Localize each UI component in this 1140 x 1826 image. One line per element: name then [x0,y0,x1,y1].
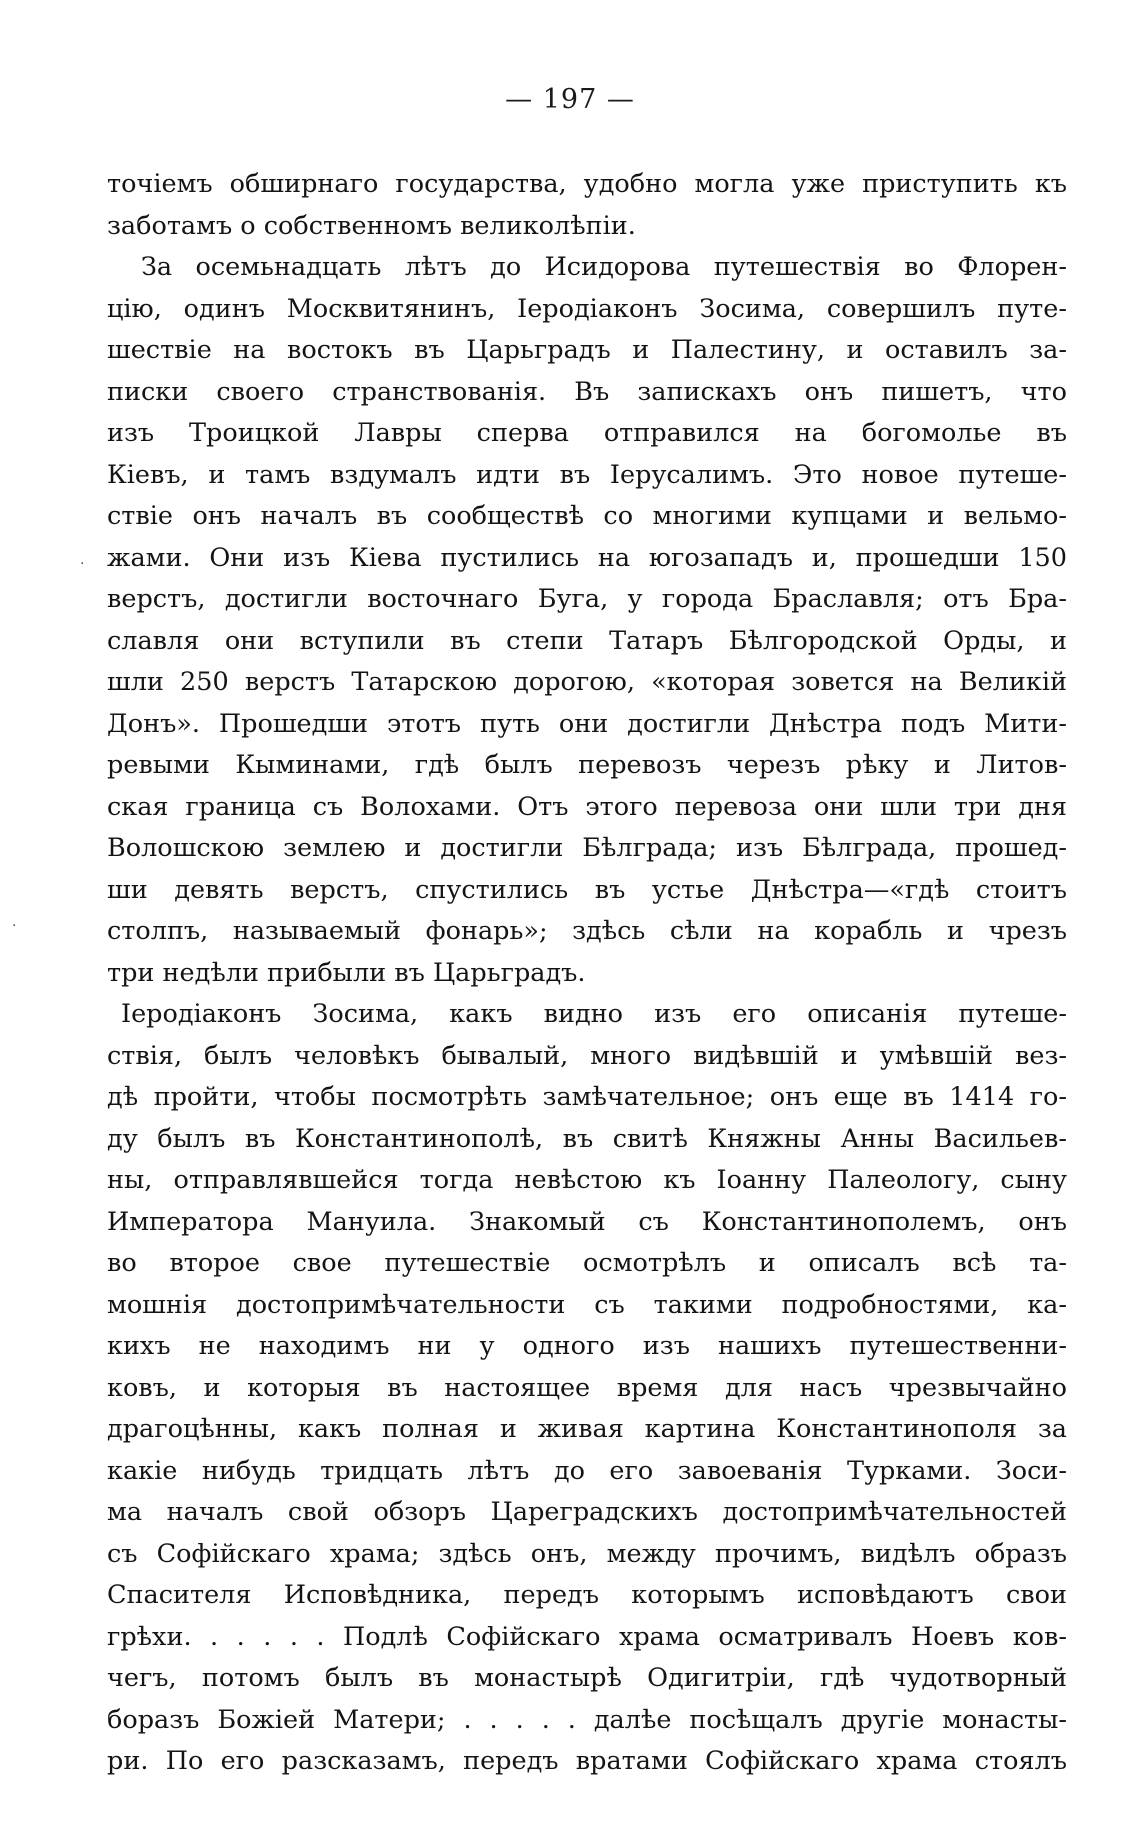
text-line: За осемьнадцать лѣтъ до Исидорова путешествія во Флорен- [141,252,1067,282]
text-line: шли 250 верстъ Татарскою дорогою, «которая зовется на Великій [107,667,1067,697]
page-number: — 197 — [505,84,635,115]
text-line: грѣхи. . . . . . Подлѣ Софійскаго храма осматривалъ Ноевъ ков- [107,1621,1067,1652]
text-line: ны, отправлявшейся тогда невѣстою къ Іоанну Палеологу, сыну [107,1165,1067,1195]
text-line: жами. Они изъ Кіева пустились на югозападъ и, прошедши 150 [107,542,1067,573]
text-line: кихъ не находимъ ни у одного изъ нашихъ путешественни- [107,1331,1067,1361]
text-line: шествіе на востокъ въ Царьградъ и Палестину, и оставилъ за- [107,335,1067,365]
margin-speck: · [12,918,17,934]
text-line: какіе нибудь тридцать лѣтъ до его завоеванія Турками. Зоси- [107,1455,1067,1486]
text-line: ствіе онъ началъ въ сообществѣ со многими купцами и вельмо- [107,501,1067,531]
text-line: Кіевъ, и тамъ вздумалъ идти въ Іерусалимъ. Это новое путеше- [107,459,1067,490]
text-line: мошнія достопримѣчательности съ такими подробностями, ка- [107,1289,1067,1320]
text-line: писки своего странствованія. Въ запискахъ онъ пишетъ, что [107,376,1067,407]
text-line: дѣ пройти, чтобы посмотрѣть замѣчательное; онъ еще въ 1414 го- [107,1082,1067,1112]
text-line: ри. По его разсказамъ, передъ вратами Софійскаго храма стоялъ [107,1746,1067,1776]
margin-speck: · [80,556,85,572]
text-line: чегъ, потомъ былъ въ монастырѣ Одигитріи, гдѣ чудотворный [107,1663,1067,1693]
text-line: верстъ, достигли восточнаго Буга, у города Браславля; отъ Бра- [107,584,1067,614]
text-line: ма началъ свой обзоръ Цареградскихъ достопримѣчательностей [107,1497,1067,1527]
text-line: столпъ, называемый фонарь»; здѣсь сѣли на корабль и чрезъ [107,916,1067,946]
text-line: три недѣли прибыли въ Царьградъ. [107,957,586,988]
text-line: изъ Троицкой Лавры сперва отправился на богомолье въ [107,418,1067,448]
text-line: славля они вступили въ степи Татаръ Бѣлгородской Орды, и [107,625,1067,656]
text-line: съ Софійскаго храма; здѣсь онъ, между прочимъ, видѣлъ образъ [107,1538,1067,1569]
text-line: ши девять верстъ, спустились въ устье Днѣстра—«гдѣ стоитъ [107,874,1067,905]
text-line: заботамъ о собственномъ великолѣпіи. [107,210,636,241]
body-text [107,164,1067,1783]
text-line: ковъ, и которыя въ настоящее время для насъ чрезвычайно [107,1372,1067,1403]
text-line: точіемъ обширнаго государства, удобно могла уже приступить къ [107,169,1067,199]
text-line: ревыми Кыминами, гдѣ былъ перевозъ черезъ рѣку и Литов- [107,750,1067,780]
text-line: боразъ Божіей Матери; . . . . . далѣе посѣщалъ другіе монасты- [107,1704,1067,1735]
text-line: Донъ». Прошедши этотъ путь они достигли Днѣстра подъ Мити- [107,708,1067,739]
text-line: Императора Мануила. Знакомый съ Константинополемъ, онъ [107,1206,1067,1237]
text-line: ская граница съ Волохами. Отъ этого перевоза они шли три дня [107,791,1067,822]
text-line: ду былъ въ Константинополѣ, въ свитѣ Княжны Анны Васильев- [107,1123,1067,1154]
text-line: драгоцѣнны, какъ полная и живая картина Константинополя за [107,1414,1067,1444]
text-line: Спасителя Исповѣдника, передъ которымъ исповѣдаютъ свои [107,1580,1067,1610]
text-line: во второе свое путешествіе осмотрѣлъ и описалъ всѣ та- [107,1248,1067,1278]
text-line: ствія, былъ человѣкъ бывалый, много видѣвшій и умѣвшій вез- [107,1040,1067,1071]
text-line: Іеродіаконъ Зосима, какъ видно изъ его описанія путеше- [121,999,1067,1029]
text-line: Волошскою землею и достигли Бѣлграда; изъ Бѣлграда, прошед- [107,833,1067,863]
text-line: цію, одинъ Москвитянинъ, Іеродіаконъ Зосима, совершилъ путе- [107,293,1067,324]
